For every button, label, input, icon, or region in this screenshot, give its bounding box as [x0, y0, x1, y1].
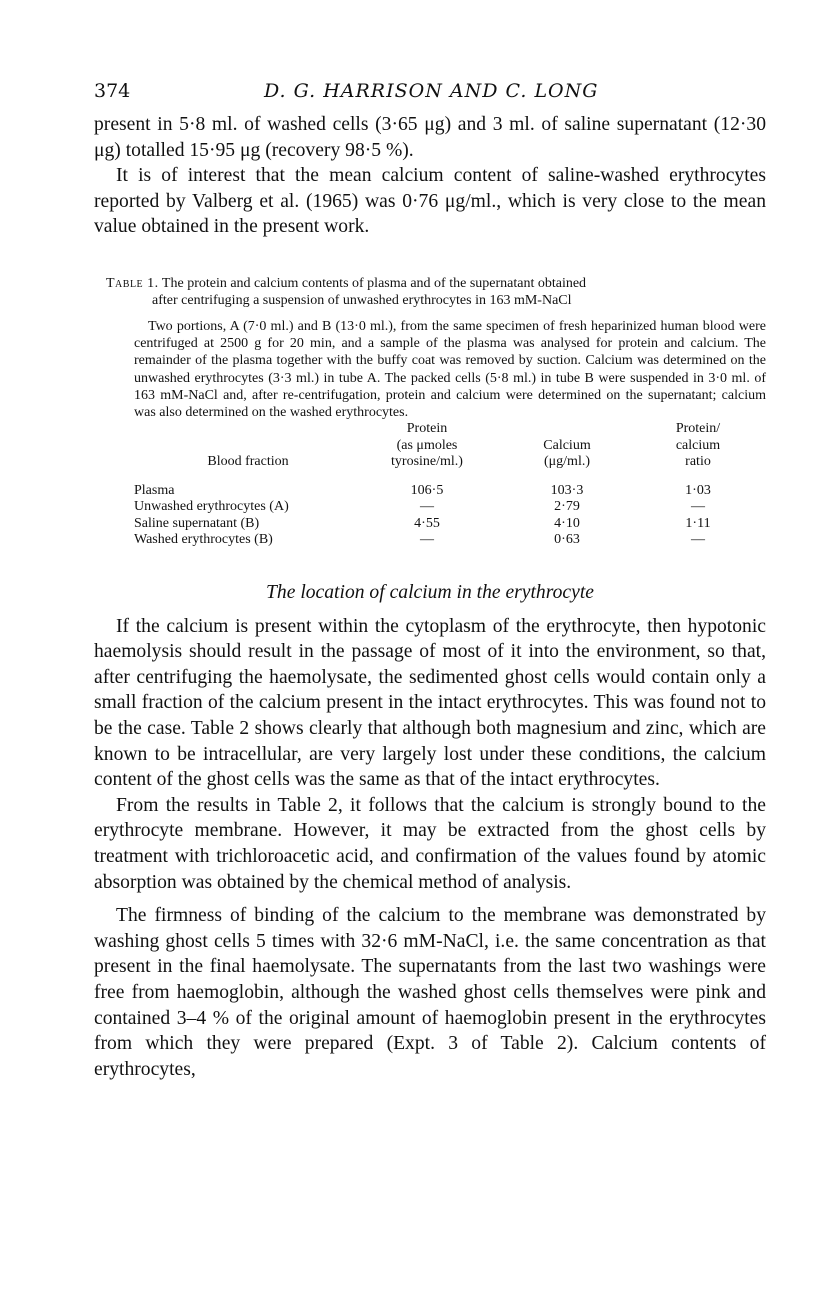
cell-calcium: 103·3 [550, 482, 584, 498]
cell-ratio: 1·11 [685, 515, 711, 531]
table-note-text: Two portions, A (7·0 ml.) and B (13·0 ml.), from the same specimen of fresh heparinized human blood were centrifuged at 2500 g for 20 min, and a sample of the plasma was analysed for protein and calcium. The remainder of the plasma together with the buffy coat was removed by suction. Calcium was determined on the unwashed erythrocytes (3·3 ml.) in tube A. The packed cells (5·8 ml.) in tube B were suspended in 3·0 ml. of 163 mM-NaCl and, after re-centrifugation, protein and calcium were determined on the supernatant; calcium was also determined on the washed erythrocytes. [134, 318, 766, 420]
column-header-calcium: Calcium (μg/ml.) [543, 437, 591, 470]
cell-calcium: 0·63 [554, 532, 580, 548]
table-header-row [134, 421, 754, 471]
data-table [134, 421, 754, 549]
page-header [94, 80, 766, 112]
table-note [94, 318, 766, 421]
cell-calcium: 4·10 [554, 515, 580, 531]
cell-ratio: 1·03 [685, 482, 711, 498]
section-paragraph-3: The firmness of binding of the calcium to the membrane was demonstrated by washing ghost cells 5 times with 32·6 mM-NaCl, i.e. the same concentration as that present in the final haemolysate. The supernatants from the last two washings were free from haemoglobin, although the washed ghost cells themselves were pink and contained 3–4 % of the original amount of haemoglobin present in the erythrocytes from which they were prepared (Expt. 3 of Table 2). Calcium contents of erythrocytes, [94, 905, 766, 1080]
cell-fraction: Unwashed erythrocytes (A) [134, 499, 289, 515]
intro-paragraph-2: It is of interest that the mean calcium content of saline-washed erythrocytes reported by Valberg et al. (1965) was 0·76 μg/ml., which is very close to the mean value obtained in the present work. [94, 165, 766, 238]
cell-protein: 106·5 [410, 482, 444, 498]
section-paragraph-2: From the results in Table 2, it follows that the calcium is strongly bound to the erythrocyte membrane. However, it may be extracted from the ghost cells by treatment with trichloroacetic acid, and confirmation of the values found by atomic absorption was obtained by the chemical method of analysis. [94, 794, 766, 893]
cell-protein: 4·55 [414, 515, 440, 531]
running-title: D. G. HARRISON AND C. LONG [264, 80, 599, 102]
cell-fraction: Saline supernatant (B) [134, 515, 260, 531]
cell-fraction: Washed erythrocytes (B) [134, 532, 273, 548]
section-paragraph-1: If the calcium is present within the cytoplasm of the erythrocyte, then hypotonic haemolysis should result in the passage of most of it into the environment, so that, after centrifuging the haemolysate, the sedimented ghost cells would contain only a small fraction of the calcium present in the intact erythrocytes. This was found not to be the case. Table 2 shows clearly that although both magnesium and zinc, which are known to be intracellular, are very largely lost under these conditions, the calcium content of the ghost cells was the same as that of the intact erythrocytes. [94, 615, 766, 791]
cell-ratio: — [691, 499, 705, 515]
cell-ratio: — [691, 532, 705, 548]
table-row [134, 499, 754, 516]
table-caption-line-2: after centrifuging a suspension of unwashed erythrocytes in 163 mM-NaCl [152, 292, 572, 308]
table-row [134, 516, 754, 533]
column-header-ratio: Protein/ calcium ratio [675, 421, 721, 470]
table-row [134, 532, 754, 549]
intro-paragraph-1: present in 5·8 ml. of washed cells (3·65 μg) and 3 ml. of saline supernatant (12·30 μg) totalled 15·95 μg (recovery 98·5 %). [94, 114, 766, 161]
page-number: 374 [94, 80, 131, 102]
cell-calcium: 2·79 [554, 499, 580, 515]
cell-protein: — [420, 532, 434, 548]
cell-protein: — [420, 499, 434, 515]
section-title: The location of calcium in the erythrocyte [266, 581, 594, 603]
table-label: Table 1. [106, 275, 159, 291]
page [94, 80, 766, 1082]
cell-fraction: Plasma [134, 482, 175, 498]
column-header-fraction: Blood fraction [207, 454, 289, 470]
column-header-protein: Protein (as μmoles tyrosine/ml.) [391, 421, 463, 470]
table-caption-line-1: The protein and calcium contents of plasma and of the supernatant obtained [161, 275, 587, 291]
table-caption [94, 275, 766, 309]
table-row [134, 471, 754, 500]
